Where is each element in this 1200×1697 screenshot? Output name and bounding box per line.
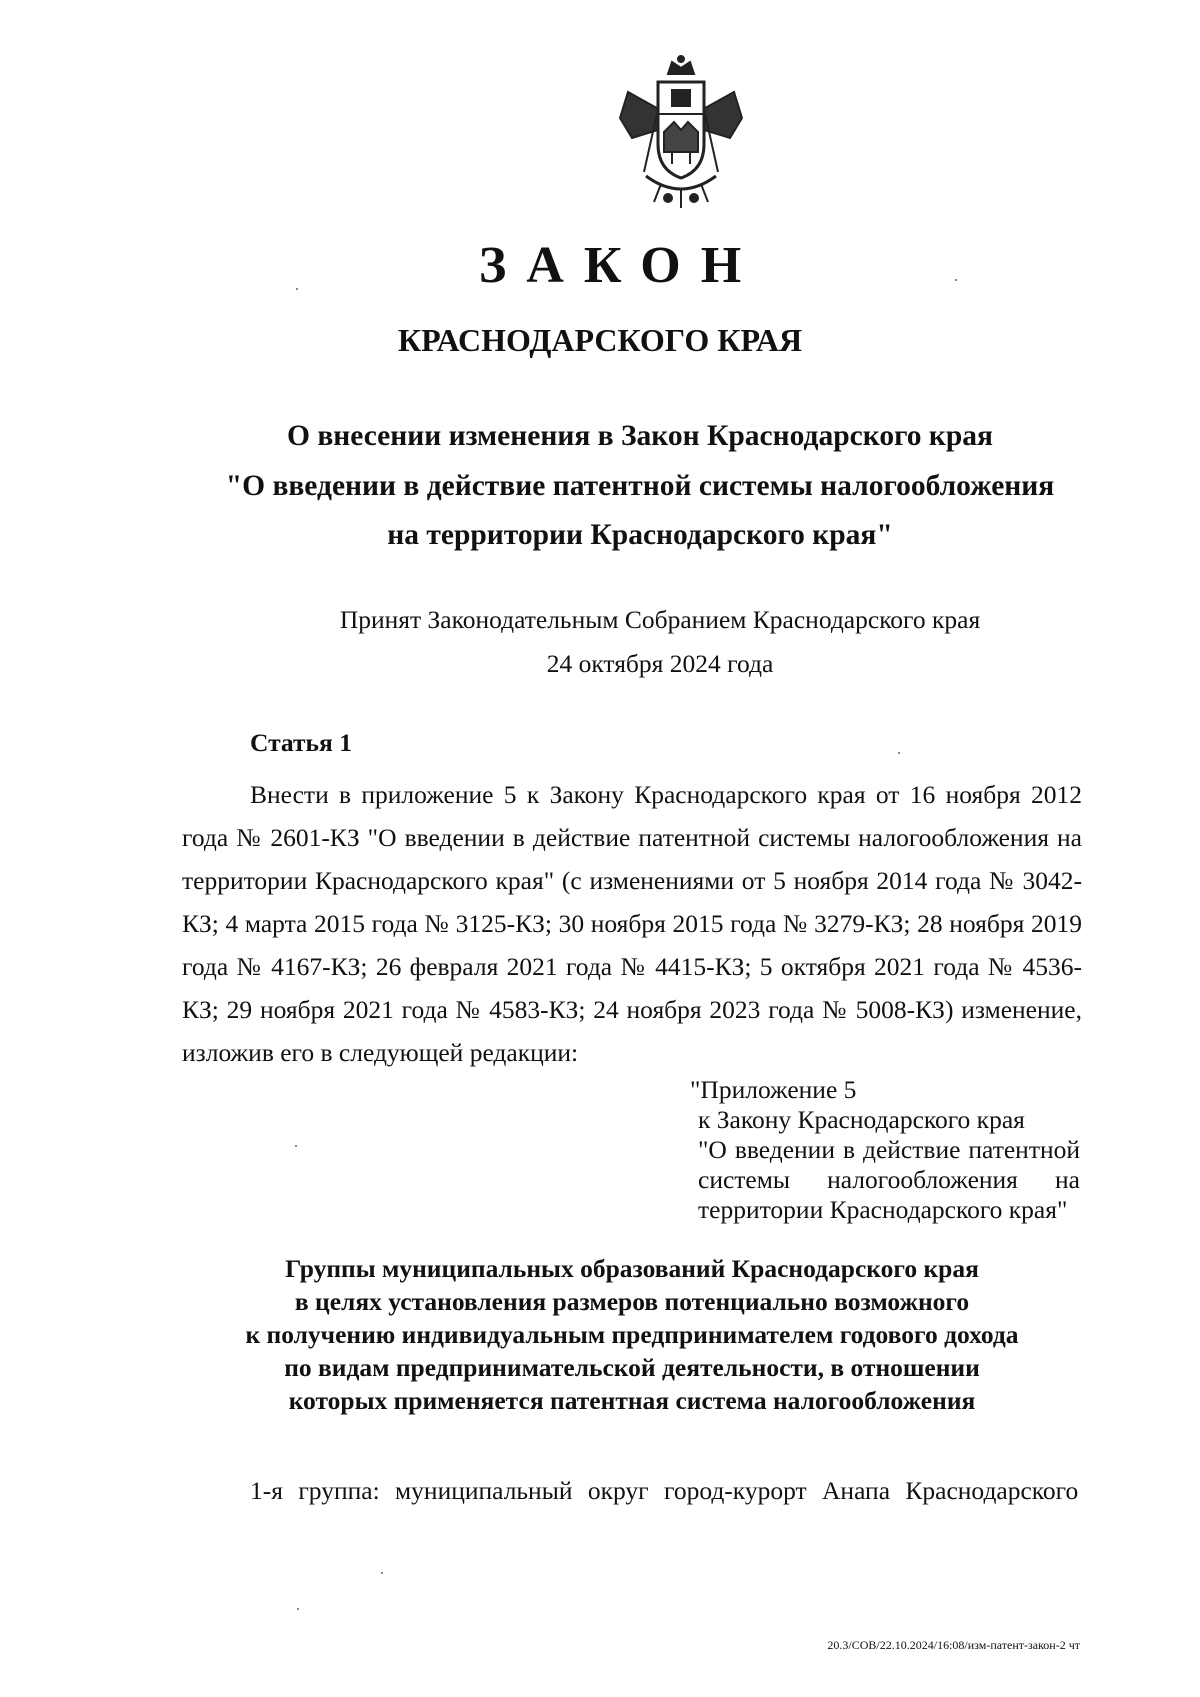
adoption-note xyxy=(240,598,1080,686)
group-1-text: 1-я группа: муниципальный округ город-курорт Анапа Краснодарского xyxy=(250,1476,1079,1505)
groups-title-line: по видам предпринимательской деятельности, в отношении xyxy=(284,1353,980,1382)
law-title-line: О внесении изменения в Закон Краснодарского края xyxy=(287,420,993,452)
scan-speck xyxy=(297,1608,299,1610)
scan-speck xyxy=(295,1145,297,1147)
document-footer-code: 20.3/СОВ/22.10.2024/16:08/изм-патент-закон-2 чт xyxy=(827,1638,1080,1652)
krasnodar-coat-of-arms-icon xyxy=(606,52,756,212)
law-heading: ЗАКОН xyxy=(478,237,762,294)
groups-title xyxy=(182,1252,1082,1417)
adoption-body: Принят Законодательным Собранием Краснодарского края xyxy=(339,605,981,634)
annex-line: к Закону Краснодарского края xyxy=(698,1105,1025,1134)
article-body: Внести в приложение 5 к Закону Краснодарского края от 16 ноября 2012 года № 2601-КЗ "О введении в действие патентной системы налогообложения на территории Краснодарского края" (с изменениями от 5 ноября 2014 года № 3042-КЗ; 4 марта 2015 года № 3125-КЗ; 30 ноября 2015 года № 3279-КЗ; 28 ноября 2019 года № 4167-КЗ; 26 февраля 2021 года № 4415-КЗ; 5 октября 2021 года № 4536-КЗ; 29 ноября 2021 года № 4583-КЗ; 24 ноября 2023 года № 5008-КЗ) изменение, изложив его в следующей редакции: xyxy=(182,780,1082,1067)
annex-line: "Приложение 5 xyxy=(690,1075,857,1104)
scan-speck xyxy=(381,1572,383,1574)
law-title xyxy=(190,412,1090,561)
annex-reference xyxy=(690,1075,1080,1225)
adoption-date: 24 октября 2024 года xyxy=(546,648,774,678)
law-title-line: "О введении в действие патентной системы налогообложения xyxy=(225,469,1055,502)
annex-line: "О введении в действие патентной системы налогообложения на территории Краснодарского края" xyxy=(698,1135,1080,1224)
scan-speck xyxy=(955,279,957,281)
region-heading: КРАСНОДАРСКОГО КРАЯ xyxy=(397,322,803,358)
law-title-line: на территории Краснодарского края" xyxy=(387,519,893,552)
scan-speck xyxy=(296,288,298,290)
groups-title-line: к получению индивидуальным предпринимателем годового дохода xyxy=(245,1320,1019,1349)
groups-title-line: которых применяется патентная система налогообложения xyxy=(288,1386,976,1415)
groups-title-line: Группы муниципальных образований Краснодарского края xyxy=(285,1254,979,1283)
scan-speck xyxy=(898,752,900,754)
groups-title-line: в целях установления размеров потенциально возможного xyxy=(294,1287,970,1316)
article-heading: Статья 1 xyxy=(250,728,352,757)
